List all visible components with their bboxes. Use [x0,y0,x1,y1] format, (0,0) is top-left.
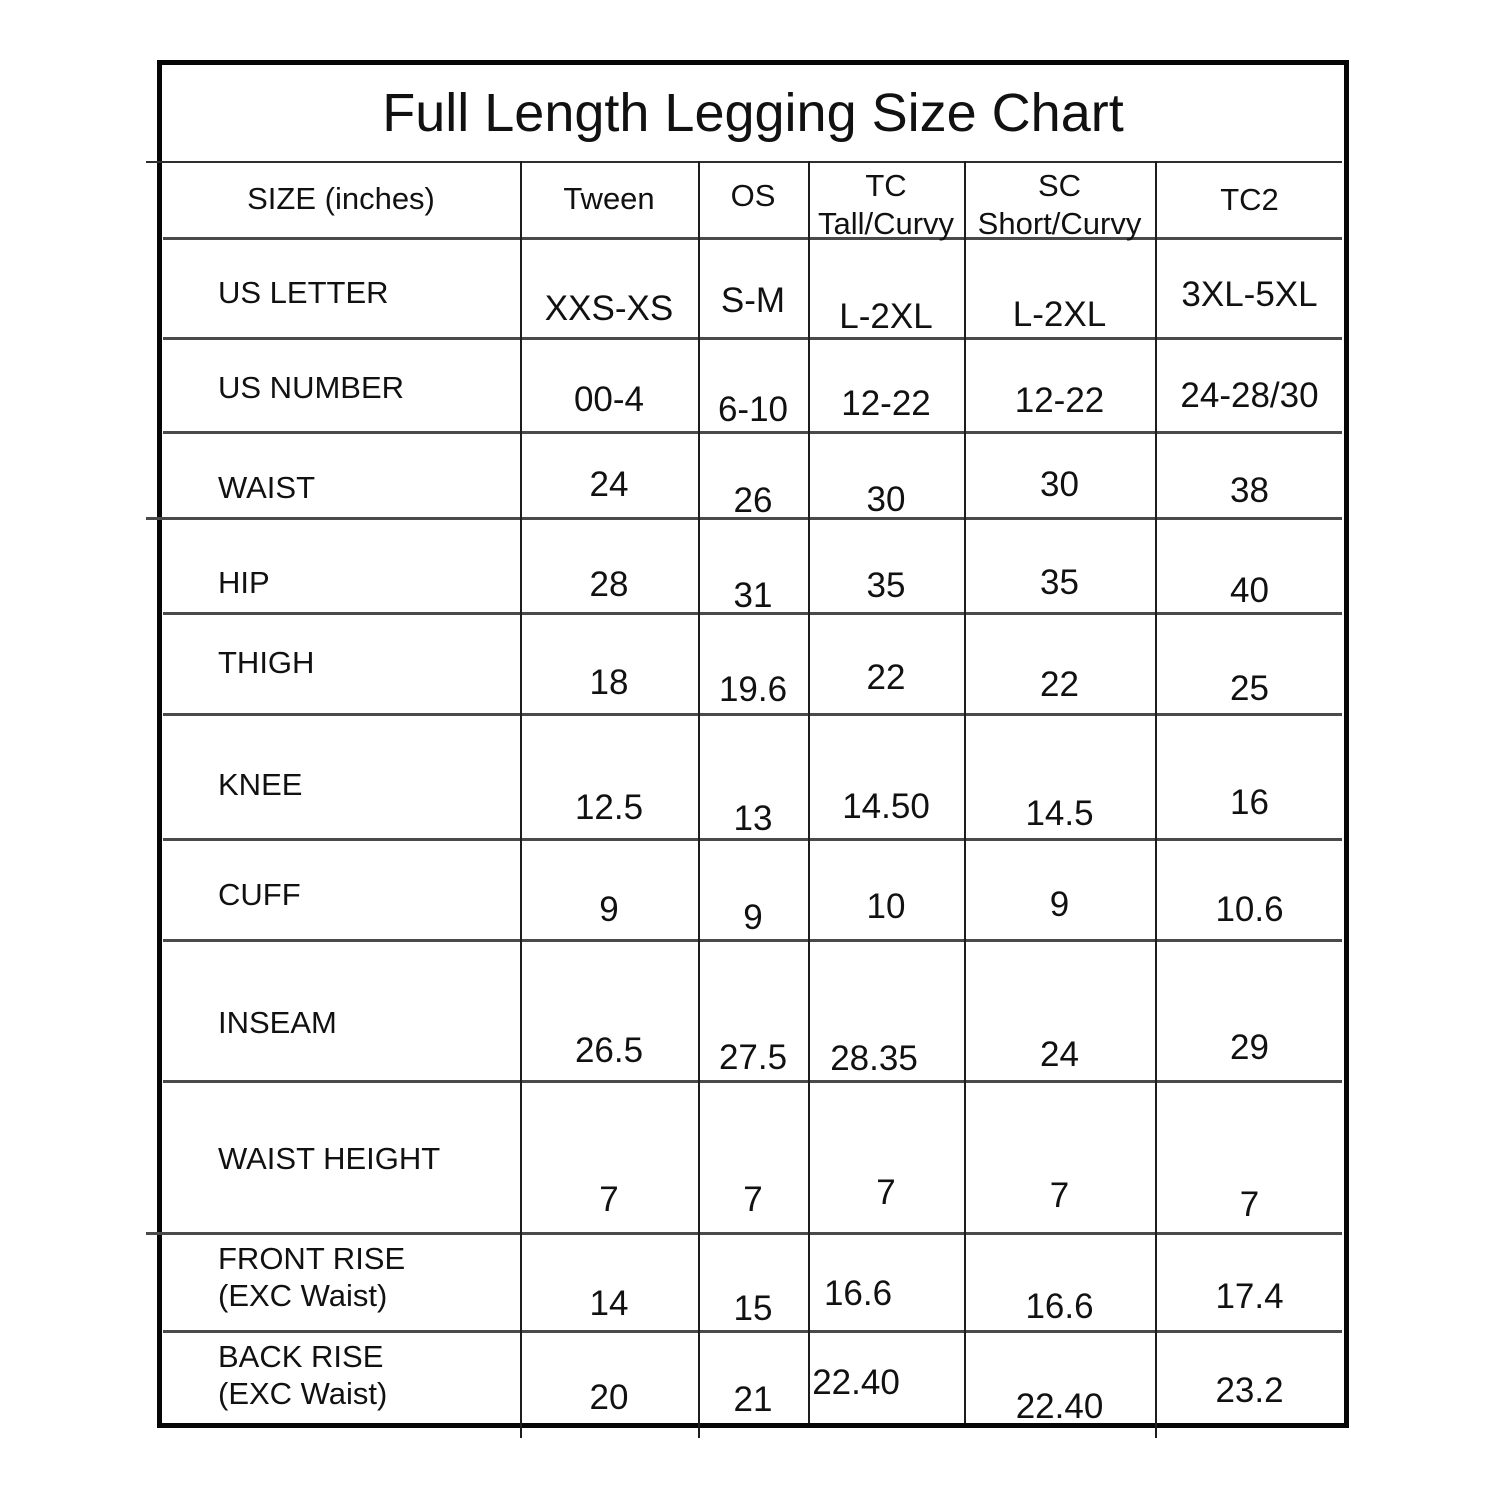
table-cell: 17.4 [1215,1277,1284,1316]
table-cell: S-M [720,281,786,320]
table-cell: 23.2 [1215,1370,1284,1410]
column-header-tc [808,161,964,241]
table-cell: 16.6 [823,1274,893,1313]
row-label-hip [162,517,520,612]
table-cell: L-2XL [1012,295,1107,334]
table-cell: 22 [1040,664,1079,704]
table-cell: 35 [1040,562,1079,602]
row-label: WAIST [218,469,316,505]
column-label: SC [1037,168,1082,203]
table-cell: 25 [1230,668,1269,708]
column-header-tc2 [1155,161,1344,237]
row-label: KNEE [218,767,303,802]
row-label: WAIST HEIGHT [218,1140,441,1176]
column-header-tween [520,161,698,237]
table-cell: 12.5 [574,787,644,827]
table-cell: 7 [876,1173,896,1212]
table-cell: 40 [1230,570,1269,610]
table-cell: 14 [589,1284,629,1323]
table-cell: 22 [866,657,906,697]
row-label: THIGH [218,645,315,680]
table-cell: 9 [599,889,619,929]
row-label-front-rise [162,1232,520,1330]
page-title: Full Length Legging Size Chart [382,83,1124,143]
table-cell: 19.6 [718,669,788,709]
row-label-line2: (EXC Waist) [218,1375,388,1411]
table-cell: 7 [599,1180,619,1219]
table-cell: 14.50 [842,786,930,826]
row-label: BACK RISE [218,1338,384,1374]
table-cell: 30 [1040,465,1079,504]
table-cell: 9 [1049,884,1070,924]
table-cell: 26 [733,481,773,520]
table-cell: 24 [589,465,629,504]
row-label: INSEAM [218,1005,337,1040]
divider [1155,1423,1157,1438]
table-cell: 20 [589,1377,629,1417]
table-cell: 7 [1049,1176,1070,1215]
table-cell: 35 [866,565,906,605]
column-label: TC [865,168,907,203]
row-label: US NUMBER [218,369,405,405]
table-cell: 38 [1230,471,1269,510]
table-cell: 9 [743,897,763,937]
table-cell: 14.5 [1025,793,1094,833]
divider [520,1423,522,1438]
row-label-inseam [162,939,520,1080]
table-cell: 27.5 [718,1037,788,1077]
row-label-waist [162,431,520,517]
row-label-waist-height [162,1080,520,1232]
table-cell: 31 [733,575,773,615]
row-label-us-letter [162,237,520,337]
column-label: OS [730,178,776,213]
table-cell: 15 [733,1289,773,1328]
table-cell: 24 [1040,1034,1079,1074]
table-cell: 28.35 [830,1038,918,1078]
table-cell: 13 [733,798,773,838]
table-cell: 22.40 [1015,1386,1104,1426]
column-header-sc [964,161,1155,241]
size-chart-table [157,60,1349,1428]
row-label-us-number [162,337,520,431]
table-cell: 16.6 [1025,1287,1094,1326]
row-label-thigh [162,612,520,713]
table-cell: L-2XL [839,297,933,336]
row-label: FRONT RISE [218,1241,406,1276]
table-cell: 10.6 [1215,889,1284,929]
column-label: TC2 [1220,182,1279,217]
table-cell: 7 [743,1180,763,1219]
title-row [162,65,1344,161]
table-cell: 26.5 [574,1030,644,1070]
row-label-line2: (EXC Waist) [218,1278,388,1313]
table-cell: 29 [1230,1027,1269,1067]
table-cell: 7 [1239,1185,1260,1224]
table-cell: 12-22 [841,384,931,423]
row-label-back-rise [162,1330,520,1423]
column-sublabel: Tall/Curvy [817,206,955,241]
column-header-os [698,161,808,237]
row-label: HIP [218,565,270,600]
table-cell: 30 [866,480,906,519]
table-cell: 24-28/30 [1180,376,1319,415]
column-label: Tween [563,181,655,216]
row-label: US LETTER [218,274,389,310]
row-label-knee [162,713,520,838]
table-cell: 12-22 [1014,381,1105,420]
table-cell: 3XL-5XL [1181,275,1318,314]
table-cell: 28 [589,564,629,604]
row-label: CUFF [218,877,301,912]
corner-header [162,161,520,237]
column-sublabel: Short/Curvy [977,206,1142,241]
table-cell: 16 [1230,782,1269,822]
table-cell: 6-10 [717,390,789,429]
table-cell: XXS-XS [544,289,674,328]
row-label-cuff [162,838,520,939]
corner-header-label: SIZE (inches) [247,181,435,216]
table-cell: 18 [589,662,629,702]
table-cell: 10 [866,886,906,926]
table-cell: 21 [733,1379,773,1419]
table-cell: 00-4 [573,380,645,419]
divider [698,1423,700,1438]
table-cell: 22.40 [812,1362,900,1402]
